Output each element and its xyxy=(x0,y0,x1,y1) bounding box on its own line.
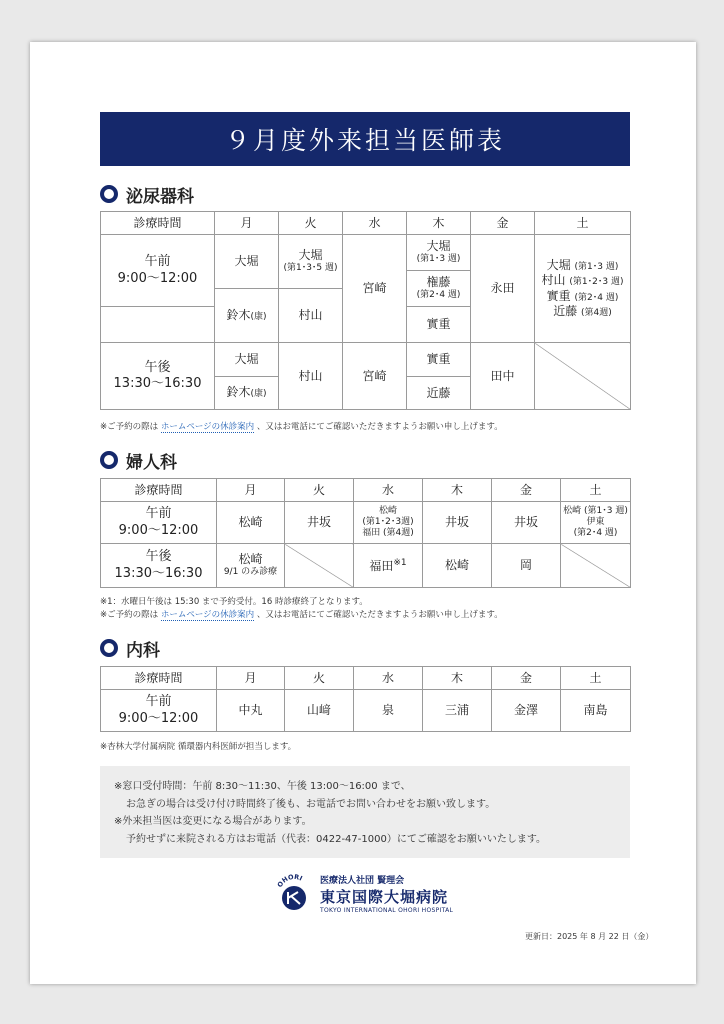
internal-medicine-note: ※杏林大学付属病院 循環器内科医師が担当します。 xyxy=(100,742,297,752)
gynecology-footnote: ※1：水曜日午後は 15:30 まで予約受付。16 時診療終了となります。 xyxy=(100,597,368,607)
updated-date: 更新日：2025 年 8 月 22 日（金） xyxy=(525,932,654,941)
logo-english-name: TOKYO INTERNATIONAL OHORI HOSPITAL xyxy=(320,906,454,914)
time-label-am: 午前 9:00〜12:00 xyxy=(101,502,217,544)
doctor-cell: 宮崎 xyxy=(343,343,407,410)
table-row xyxy=(101,502,631,544)
reception-info-box xyxy=(100,766,630,858)
section-title-gynecology: 婦人科 xyxy=(100,448,177,472)
info-line: お急ぎの場合は受け付け時間終了後も、お電話でお問い合わせをお願い致します。 xyxy=(126,798,496,810)
header-cell: 月 xyxy=(215,212,279,235)
doctor-cell: 井坂 xyxy=(423,502,492,544)
header-cell: 水 xyxy=(354,667,423,690)
header-cell: 火 xyxy=(279,212,343,235)
info-line: 予約せずに来院される方はお電話（代表：0422-47-1000）にてご確認をお願いいたします。 xyxy=(126,833,547,845)
header-cell: 診療時間 xyxy=(101,212,215,235)
doctor-cell: 村山 xyxy=(279,343,343,410)
table-header-row xyxy=(101,479,631,502)
doctor-cell: 田中 xyxy=(471,343,535,410)
table-row xyxy=(101,343,631,377)
doctor-cell: 井坂 xyxy=(285,502,354,544)
doctor-cell: 近藤 xyxy=(407,377,471,410)
doctor-cell: 大堀 (第1･3 週) xyxy=(407,235,471,271)
gynecology-reservation-note: ※ご予約の際は ホームページの休診案内 、又はお電話にてご確認いただきますようお願い申し上げます。 xyxy=(100,610,503,620)
logo-hospital-name: 東京国際大堀病院 xyxy=(320,887,449,906)
doctor-cell: 永田 xyxy=(471,235,535,343)
doctor-cell: 泉 xyxy=(354,690,423,732)
header-cell: 土 xyxy=(561,479,631,502)
doctor-cell: 山﨑 xyxy=(285,690,354,732)
doctor-cell: 實重 xyxy=(407,307,471,343)
doctor-cell: 宮崎 xyxy=(343,235,407,343)
doctor-cell: 松崎 xyxy=(423,544,492,588)
ring-bullet-icon xyxy=(100,451,118,469)
section-title-urology: 泌尿器科 xyxy=(100,182,194,206)
doctor-cell: 中丸 xyxy=(217,690,285,732)
header-cell: 木 xyxy=(423,479,492,502)
holiday-info-link[interactable]: ホームページの休診案内 xyxy=(160,610,255,620)
table-row xyxy=(101,690,631,732)
section-title-internal-medicine: 内科 xyxy=(100,636,160,660)
info-line: ※外来担当医は変更になる場合があります。 xyxy=(114,816,312,827)
doctor-cell: 岡 xyxy=(492,544,561,588)
header-cell: 月 xyxy=(217,667,285,690)
doctor-cell: 大堀 xyxy=(215,235,279,289)
header-cell: 土 xyxy=(535,212,631,235)
time-label-am: 午前 9:00〜12:00 xyxy=(101,235,215,307)
urology-table xyxy=(100,211,631,410)
doctor-cell: 鈴木(康) xyxy=(215,377,279,410)
header-cell: 水 xyxy=(354,479,423,502)
doctor-cell: 井坂 xyxy=(492,502,561,544)
doctor-cell: 大堀 (第1･3 週) 村山 (第1･2･3 週) 實重 (第2･4 週) 近藤 (第4週) xyxy=(535,235,631,343)
ring-bullet-icon xyxy=(100,185,118,203)
logo-corp-name: 医療法人社団 賢理会 xyxy=(320,875,405,886)
closed-cell xyxy=(535,343,631,410)
doctor-cell: 鈴木(康) xyxy=(215,289,279,343)
header-cell: 金 xyxy=(471,212,535,235)
time-label-am: 午前 9:00〜12:00 xyxy=(101,690,217,732)
doctor-cell: 大堀 xyxy=(215,343,279,377)
gynecology-table xyxy=(100,478,631,588)
doctor-cell: 松崎 (第1･3 週) 伊東 (第2･4 週) xyxy=(561,502,631,544)
header-cell: 火 xyxy=(285,667,354,690)
doctor-cell: 村山 xyxy=(279,289,343,343)
closed-cell xyxy=(561,544,631,588)
holiday-info-link[interactable]: ホームページの休診案内 xyxy=(160,422,255,432)
doctor-cell: 松崎 (第1･2･3週) 福田 (第4週) xyxy=(354,502,423,544)
closed-cell xyxy=(285,544,354,588)
doctor-cell: 松崎 9/1 のみ診療 xyxy=(217,544,285,588)
doctor-cell: 南島 xyxy=(561,690,631,732)
table-row xyxy=(101,235,631,271)
doctor-cell: 権藤 (第2･4 週) xyxy=(407,271,471,307)
time-spacer xyxy=(101,307,215,343)
doctor-cell: 實重 xyxy=(407,343,471,377)
header-cell: 金 xyxy=(492,479,561,502)
table-row xyxy=(101,544,631,588)
ring-bullet-icon xyxy=(100,639,118,657)
svg-text:OHORI: OHORI xyxy=(275,873,304,889)
page-title: ９月度外来担当医師表 xyxy=(100,112,630,166)
header-cell: 診療時間 xyxy=(101,479,217,502)
table-header-row xyxy=(101,667,631,690)
hospital-logo-icon xyxy=(274,873,314,913)
header-cell: 水 xyxy=(343,212,407,235)
doctor-cell: 大堀 (第1･3･5 週) xyxy=(279,235,343,289)
header-cell: 金 xyxy=(492,667,561,690)
header-cell: 土 xyxy=(561,667,631,690)
header-cell: 火 xyxy=(285,479,354,502)
doctor-cell: 金澤 xyxy=(492,690,561,732)
header-cell: 木 xyxy=(423,667,492,690)
doctor-cell: 福田$^{※1}$ xyxy=(354,544,423,588)
info-line: ※窓口受付時間：午前 8:30〜11:30、午後 13:00〜16:00 まで、 xyxy=(114,781,411,792)
table-header-row xyxy=(101,212,631,235)
header-cell: 木 xyxy=(407,212,471,235)
header-cell: 診療時間 xyxy=(101,667,217,690)
header-cell: 月 xyxy=(217,479,285,502)
doctor-cell: 三浦 xyxy=(423,690,492,732)
time-label-pm: 午後 13:30〜16:30 xyxy=(101,343,215,410)
urology-reservation-note: ※ご予約の際は ホームページの休診案内 、又はお電話にてご確認いただきますようお願い申し上げます。 xyxy=(100,422,503,432)
doctor-cell: 松崎 xyxy=(217,502,285,544)
hospital-logo xyxy=(274,872,464,914)
time-label-pm: 午後 13:30〜16:30 xyxy=(101,544,217,588)
internal-medicine-table xyxy=(100,666,631,732)
